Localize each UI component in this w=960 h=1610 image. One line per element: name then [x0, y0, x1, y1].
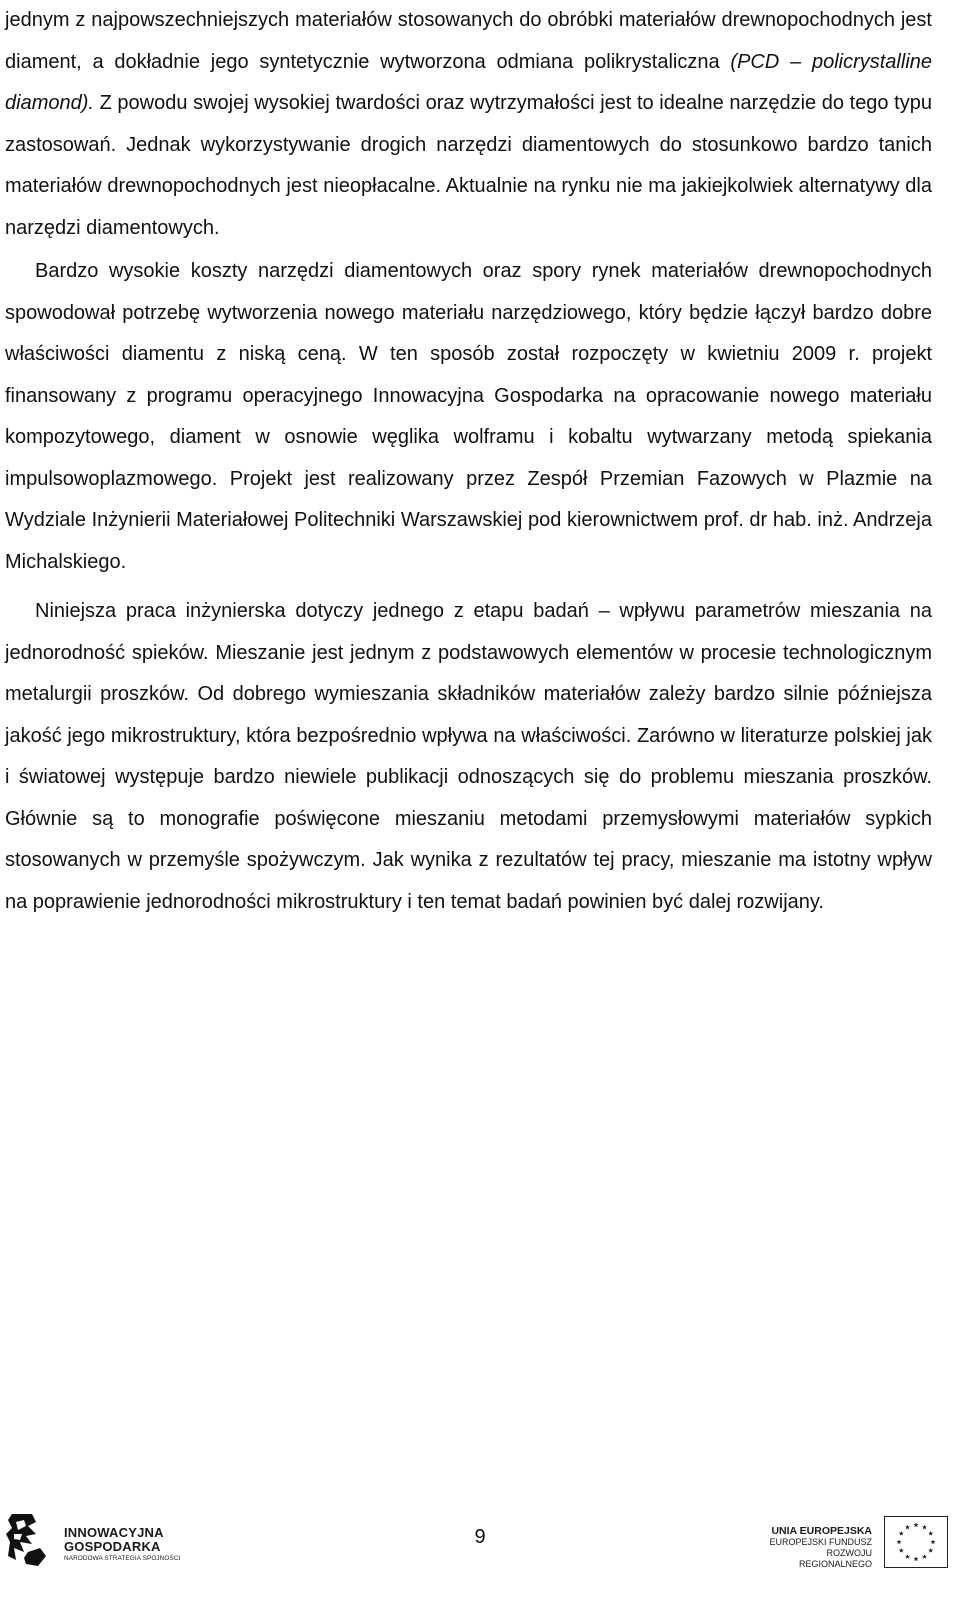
logo-left-line3: NARODOWA STRATEGIA SPÓJNOŚCI: [64, 1555, 181, 1562]
eu-text: [752, 1525, 872, 1570]
logo-left-line1: INNOWACYJNA: [64, 1525, 164, 1540]
page-footer: [0, 1500, 960, 1610]
document-body: [5, 0, 932, 923]
paragraph-1-text-b: Z powodu swojej wysokiej twardości oraz wytrzymałości jest to idealne narzędzie do tego typu zastosowań. Jednak wykorzystywanie drogich narzędzi diamentowych do stosunkowo bardzo tanich materiałów drewnopochodnych jest nieopłacalne. Aktualnie na rynku nie ma jakiejkolwiek alternatywy dla narzędzi diamentowych.: [5, 92, 932, 239]
eu-logo: [748, 1512, 948, 1572]
logo-left-line2: GOSPODARKA: [64, 1539, 161, 1554]
paragraph-1: [5, 0, 932, 249]
page-number: 9: [474, 1526, 486, 1548]
logo-right-line1: UNIA EUROPEJSKA: [771, 1525, 872, 1537]
logo-right-line2: EUROPEJSKI FUNDUSZ: [769, 1537, 872, 1547]
eu-flag-icon: [884, 1516, 948, 1568]
paragraph-2: Bardzo wysokie koszty narzędzi diamentowych oraz spory rynek materiałów drewnopochodnych spowodował potrzebę wytworzenia nowego materiału narzędziowego, który będzie łączył bardzo dobre właściwości diamentu z niską ceną. W ten sposób został rozpoczęty w kwietniu 2009 r. projekt finansowany z programu operacyjnego Innowacyjna Gospodarka na opracowanie nowego materiału kompozytowego, diament w osnowie węglika wolframu i kobaltu wytwarzany metodą spiekania impulsowoplazmowego. Projekt jest realizowany przez Zespół Przemian Fazowych w Plazmie na Wydziale Inżynierii Materiałowej Politechniki Warszawskiej pod kierownictwem prof. dr hab. inż. Andrzeja Michalskiego.: [5, 260, 932, 573]
paragraph-1-text-a: jednym z najpowszechniejszych materiałów stosowanych do obróbki materiałów drewnopochodnych jest diament, a dokładnie jego syntetycznie wytworzona odmiana polikrystaliczna: [5, 9, 932, 73]
paragraph-1-italic-term: (PCD – policrystalline diamond).: [5, 50, 933, 114]
logo-right-line3: ROZWOJU REGIONALNEGO: [798, 1548, 872, 1569]
paragraph-3: Niniejsza praca inżynierska dotyczy jednego z etapu badań – wpływu parametrów mieszania na jednorodność spieków. Mieszanie jest jednym z podstawowych elementów w procesie technologicznym metalurgii proszków. Od dobrego wymieszania składników materiałów zależy bardzo silnie późniejsza jakość jego mikrostruktury, która bezpośrednio wpływa na właściwości. Zarówno w literaturze polskiej jak i światowej występuje bardzo niewiele publikacji odnoszących się do problemu mieszania proszków. Głównie są to monografie poświęcone mieszaniu metodami przemysłowymi materiałów sypkich stosowanych w przemyśle spożywczym. Jak wynika z rezultatów tej pracy, mieszanie ma istotny wpływ na poprawienie jednorodności mikrostruktury i ten temat badań powinien być dalej rozwijany.: [5, 600, 932, 913]
